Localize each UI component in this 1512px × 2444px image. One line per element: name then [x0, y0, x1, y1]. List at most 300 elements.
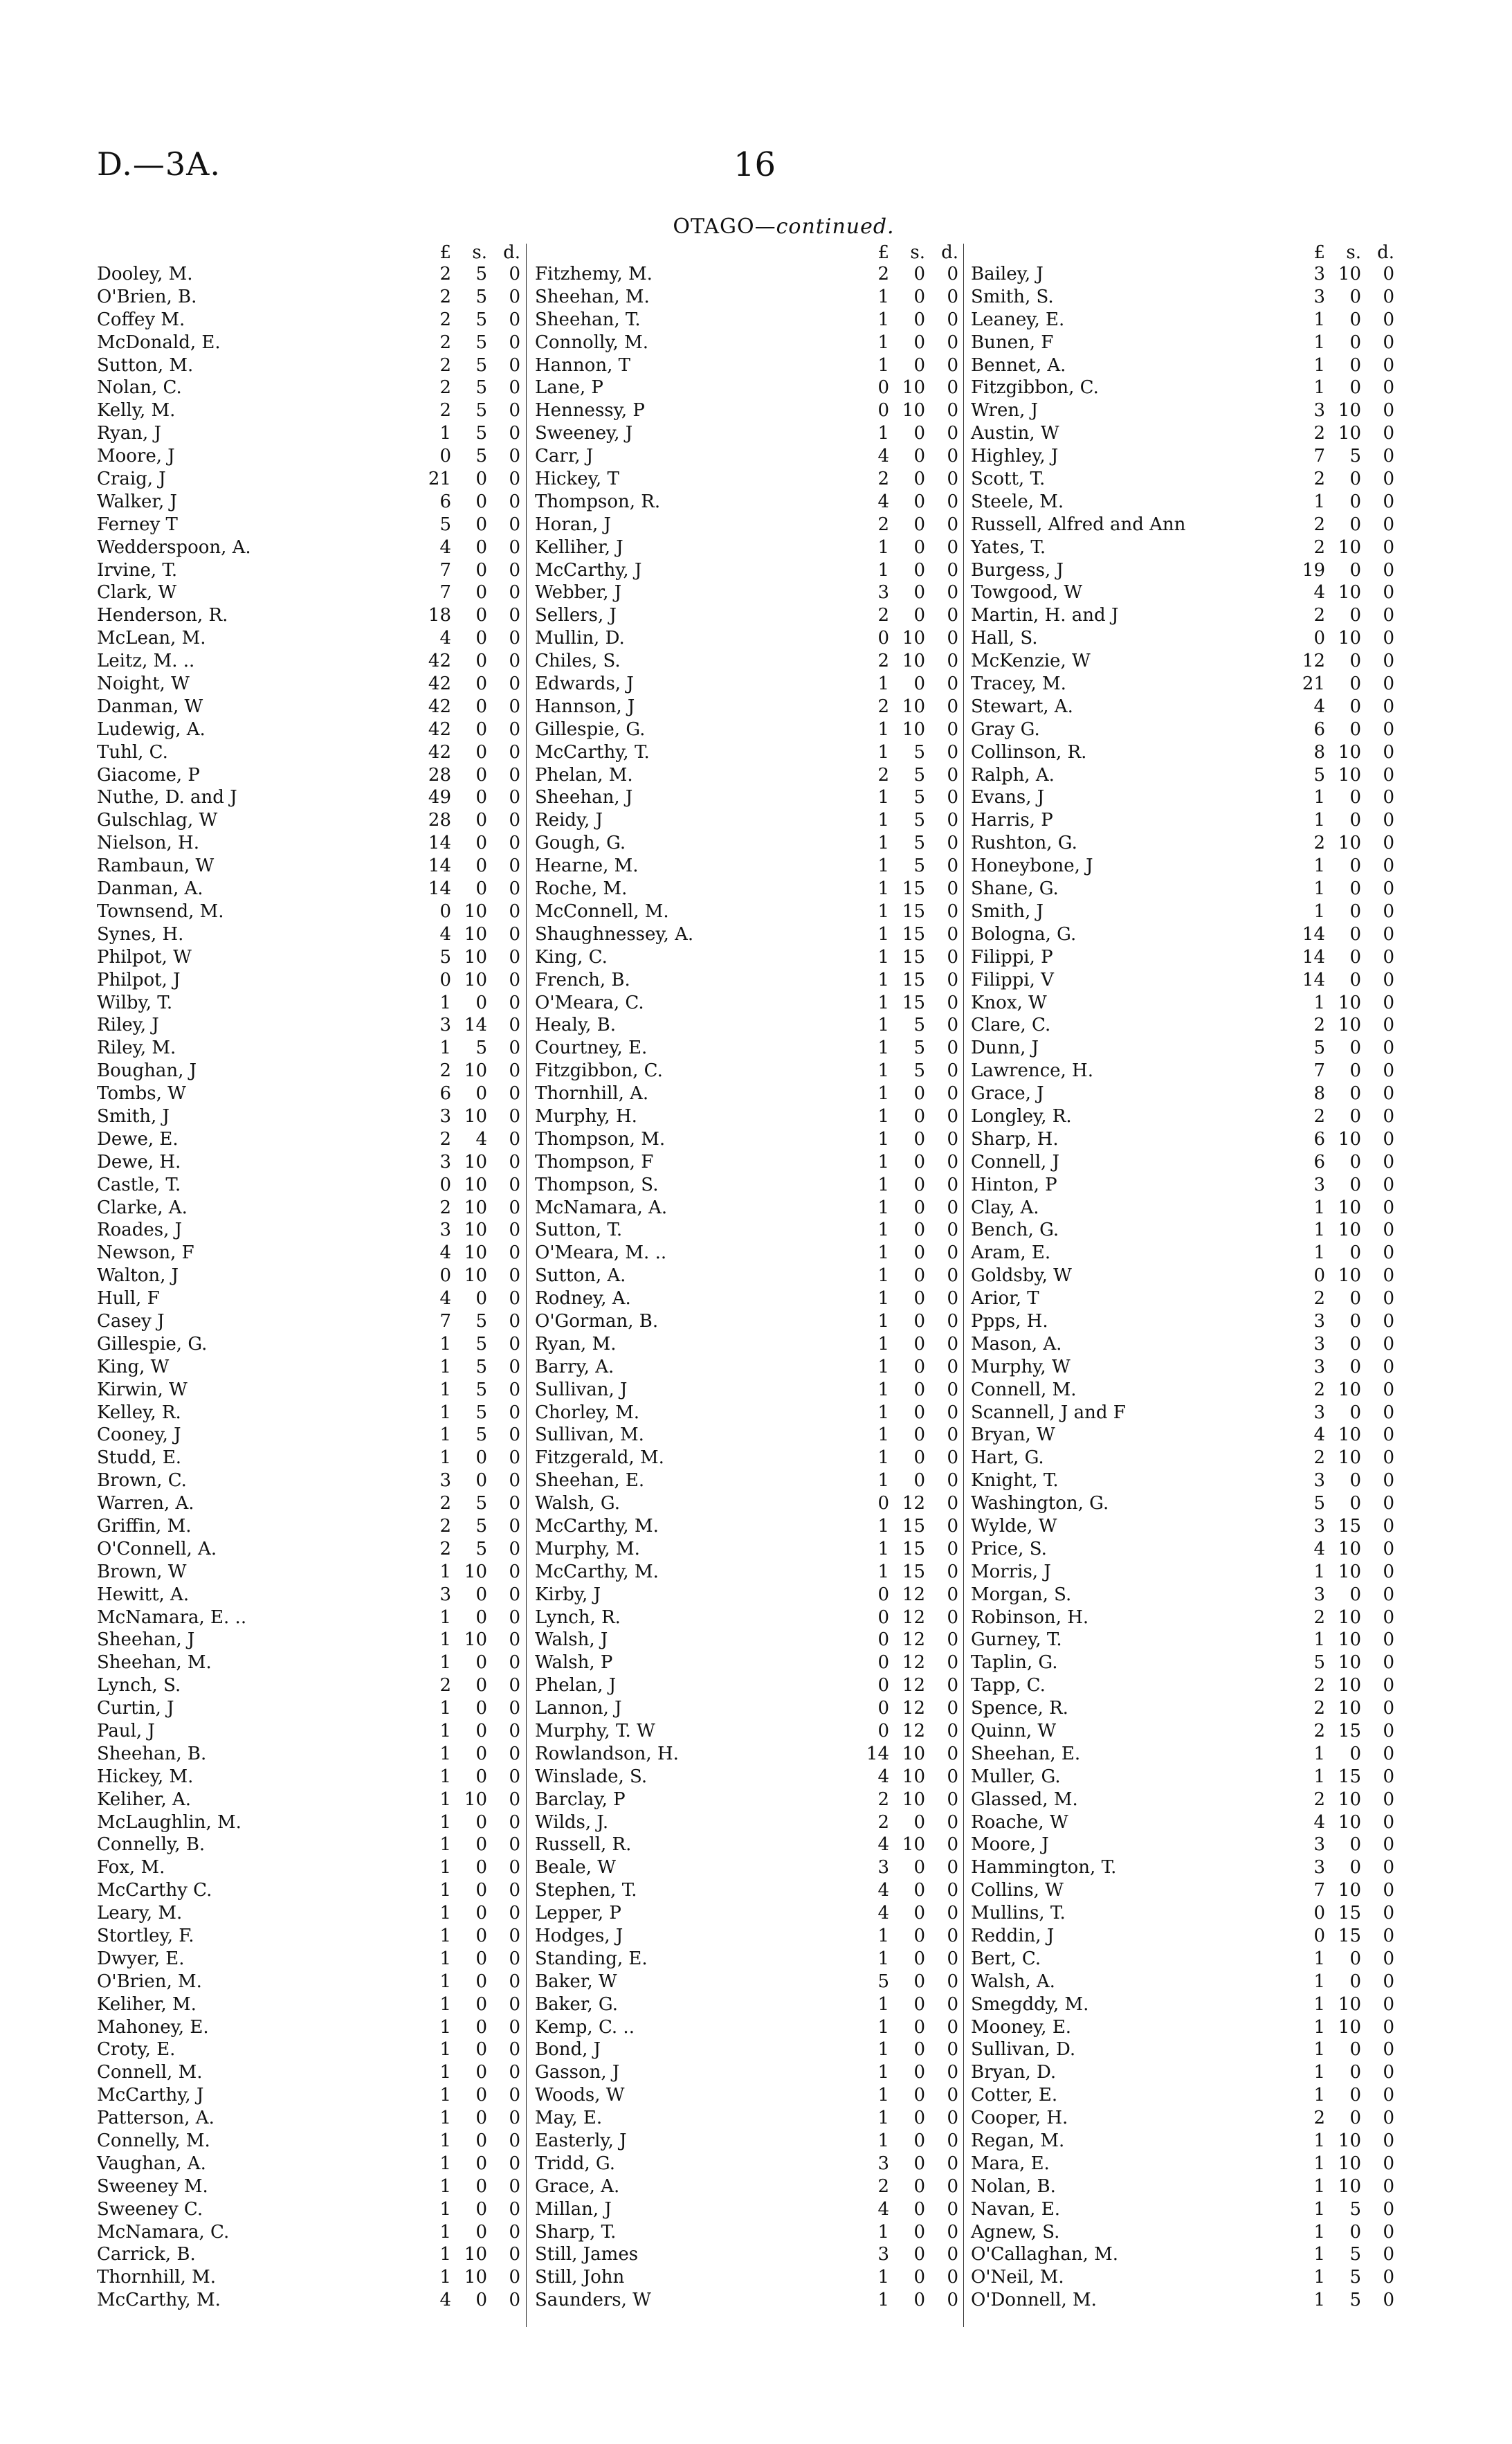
- pence-value: 0: [1383, 1766, 1394, 1787]
- pence-value: 0: [1383, 2244, 1394, 2265]
- pence-value: 0: [1383, 605, 1394, 626]
- list-item: [535, 1538, 964, 1561]
- subscriber-name: Harris, P: [971, 810, 1053, 831]
- subscriber-name: Yates, T.: [971, 536, 1046, 558]
- list-item: [535, 1743, 964, 1766]
- subscriber-name: Leitz, M. ..: [97, 651, 195, 672]
- list-item: [535, 1014, 964, 1037]
- pence-value: 0: [947, 1038, 958, 1059]
- list-item: [97, 992, 526, 1015]
- pence-value: 0: [947, 1447, 958, 1469]
- shillings-value: 5: [475, 1379, 487, 1400]
- subscriber-name: Still, James: [535, 2244, 639, 2265]
- pounds-value: 1: [877, 536, 889, 558]
- pounds-value: 1: [877, 1015, 889, 1036]
- subscriber-name: Murphy, M.: [535, 1538, 640, 1559]
- pounds-value: 2: [439, 1675, 451, 1696]
- subscriber-name: Grace, J: [971, 1083, 1044, 1105]
- list-item: [97, 1151, 526, 1174]
- pence-value: 0: [1383, 2267, 1394, 2288]
- subscriber-name: Russell, Alfred and Ann: [971, 514, 1186, 535]
- subscriber-name: Evans, J: [971, 787, 1045, 808]
- subscriber-name: Gasson, J: [535, 2062, 620, 2083]
- list-item: [971, 491, 1400, 514]
- subscriber-name: Taplin, G.: [971, 1652, 1058, 1674]
- pounds-value: 1: [439, 2198, 451, 2220]
- pence-value: 0: [1383, 1220, 1394, 1241]
- pounds-value: 3: [1313, 1857, 1325, 1879]
- pounds-value: 4: [1313, 696, 1325, 717]
- pounds-value: 1: [877, 1174, 889, 1195]
- subscriber-name: O'Connell, A.: [97, 1538, 217, 1559]
- list-item: [971, 1651, 1400, 1674]
- pence-value: 0: [1383, 1333, 1394, 1355]
- pounds-value: 2: [877, 605, 889, 626]
- list-item: [535, 1265, 964, 1287]
- pence-value: 0: [947, 696, 958, 717]
- shillings-value: 15: [902, 1515, 925, 1537]
- shillings-value: 5: [913, 856, 925, 877]
- list-item: [97, 1720, 526, 1743]
- subscriber-name: Cooper, H.: [971, 2108, 1068, 2129]
- pence-value: 0: [509, 1447, 520, 1469]
- list-item: [97, 514, 526, 536]
- pounds-value: 2: [1313, 1105, 1325, 1127]
- pounds-value: 4: [877, 1903, 889, 1924]
- pence-value: 0: [947, 1356, 958, 1377]
- pounds-value: 1: [439, 1993, 451, 2015]
- pounds-value: 1: [877, 2130, 889, 2152]
- pence-value: 0: [947, 1515, 958, 1537]
- list-item: [535, 1651, 964, 1674]
- subscriber-name: Rushton, G.: [971, 833, 1077, 854]
- pounds-value: 1: [439, 2267, 451, 2288]
- pence-value: 0: [947, 923, 958, 945]
- pounds-value: 0: [877, 1698, 889, 1719]
- shillings-value: 10: [902, 696, 925, 717]
- pence-value: 0: [947, 992, 958, 1013]
- shillings-value: 10: [1338, 2175, 1361, 2197]
- subscriber-name: Tracey, M.: [971, 673, 1066, 695]
- list-item: [535, 1993, 964, 2016]
- shillings-value: 0: [913, 2244, 925, 2265]
- subscriber-name: Fitzgibbon, C.: [535, 1060, 663, 1082]
- list-item: [97, 2221, 526, 2244]
- pence-value: 0: [1383, 628, 1394, 649]
- subscriber-name: Grace, A.: [535, 2175, 620, 2197]
- shillings-value: 0: [913, 605, 925, 626]
- list-item: [535, 1402, 964, 1424]
- list-item: [971, 2289, 1400, 2312]
- pounds-value: 1: [877, 1356, 889, 1377]
- list-item: [971, 1925, 1400, 1948]
- subscriber-name: Dewe, H.: [97, 1151, 181, 1173]
- pounds-value: 14: [866, 1743, 889, 1764]
- section-continued: continued.: [776, 215, 895, 239]
- subscriber-name: Kirwin, W: [97, 1379, 188, 1400]
- subscriber-name: Knight, T.: [971, 1470, 1059, 1492]
- subscriber-name: Kemp, C. ..: [535, 2016, 635, 2038]
- shillings-value: 0: [913, 1265, 925, 1287]
- shillings-value: 0: [913, 2130, 925, 2152]
- pounds-value: 2: [1313, 2108, 1325, 2129]
- subscriber-name: Bryan, W: [971, 1424, 1055, 1446]
- subscriber-name: Murphy, H.: [535, 1105, 637, 1127]
- pence-value: 0: [1383, 1857, 1394, 1879]
- shillings-value: 10: [1338, 2130, 1361, 2152]
- pounds-value: 3: [1313, 1834, 1325, 1856]
- subscriber-name: Keliher, A.: [97, 1789, 192, 1810]
- pence-value: 0: [509, 1993, 520, 2015]
- pounds-value: 1: [439, 1356, 451, 1377]
- pence-value: 0: [1383, 1903, 1394, 1924]
- pounds-value: 1: [1313, 2062, 1325, 2083]
- pounds-value: 1: [439, 1948, 451, 1969]
- list-item: [971, 332, 1400, 354]
- pence-value: 0: [1383, 286, 1394, 307]
- shillings-value: 0: [1349, 1356, 1361, 1377]
- subscriber-name: Walsh, A.: [971, 1971, 1055, 1992]
- pounds-value: 1: [877, 878, 889, 900]
- shillings-value: 0: [1349, 1470, 1361, 1492]
- pounds-value: 14: [428, 878, 451, 900]
- pounds-value: 1: [1313, 992, 1325, 1013]
- list-item: [535, 1879, 964, 1902]
- pence-value: 0: [947, 1242, 958, 1264]
- pounds-value: 1: [1313, 856, 1325, 877]
- shillings-value: 0: [475, 741, 487, 763]
- pence-value: 0: [947, 2290, 958, 2311]
- pounds-value: 2: [439, 1538, 451, 1559]
- shillings-value: 5: [475, 1356, 487, 1377]
- shillings-value: 12: [902, 1493, 925, 1514]
- pence-value: 0: [509, 1220, 520, 1241]
- subscriber-name: McCarthy, J: [535, 559, 642, 581]
- pounds-value: 14: [1302, 923, 1325, 945]
- subscriber-name: Highley, J: [971, 446, 1059, 467]
- shillings-value: 5: [475, 377, 487, 399]
- pence-value: 0: [509, 1151, 520, 1173]
- pence-value: 0: [947, 1470, 958, 1492]
- pounds-value: 1: [877, 1242, 889, 1264]
- subscriber-name: Muller, G.: [971, 1766, 1061, 1787]
- list-item: [97, 422, 526, 445]
- shillings-value: 5: [1349, 2267, 1361, 2288]
- pounds-value: 2: [439, 1197, 451, 1218]
- list-item: [535, 1834, 964, 1856]
- pence-value: 0: [509, 1789, 520, 1810]
- subscriber-name: McLaughlin, M.: [97, 1811, 242, 1833]
- pence-value: 0: [509, 1721, 520, 1741]
- list-item: [97, 1561, 526, 1584]
- subscriber-name: Fox, M.: [97, 1857, 165, 1879]
- list-item: [535, 1789, 964, 1811]
- shillings-value: 0: [475, 1584, 487, 1605]
- subscriber-name: Easterly, J: [535, 2130, 627, 2152]
- shillings-value: 0: [913, 1242, 925, 1264]
- shillings-value: 10: [1338, 1789, 1361, 1810]
- list-item: [97, 354, 526, 377]
- pence-value: 0: [1383, 1698, 1394, 1719]
- shillings-value: 0: [913, 1948, 925, 1969]
- pounds-value: 4: [439, 2290, 451, 2311]
- list-item: [535, 1948, 964, 1971]
- pounds-value: 4: [1313, 1424, 1325, 1446]
- pence-value: 0: [1383, 2221, 1394, 2243]
- pence-value: 0: [947, 946, 958, 968]
- shillings-value: 0: [1349, 856, 1361, 877]
- shillings-value: 0: [475, 2153, 487, 2174]
- column-header: [971, 242, 1400, 263]
- pounds-value: 1: [1313, 309, 1325, 330]
- shillings-value: 0: [1349, 2062, 1361, 2083]
- shillings-value: 0: [913, 1220, 925, 1241]
- pounds-value: 1: [1313, 2198, 1325, 2220]
- pence-value: 0: [947, 1743, 958, 1764]
- list-item: [971, 1993, 1400, 2016]
- pounds-value: 4: [877, 2198, 889, 2220]
- list-item: [97, 1811, 526, 1834]
- list-item: [97, 1310, 526, 1333]
- list-item: [971, 832, 1400, 855]
- pounds-value: 1: [877, 1470, 889, 1492]
- pence-value: 0: [1383, 718, 1394, 740]
- pounds-value: 1: [1313, 2016, 1325, 2038]
- subscriber-name: McDonald, E.: [97, 332, 221, 353]
- pounds-value: 1: [439, 1629, 451, 1651]
- list-item: [535, 1083, 964, 1105]
- pounds-value: 1: [877, 1128, 889, 1150]
- subscriber-name: Ralph, A.: [971, 764, 1055, 786]
- shillings-value: 0: [475, 582, 487, 604]
- pounds-value: 6: [439, 491, 451, 512]
- list-item: [971, 286, 1400, 309]
- pence-value: 0: [947, 878, 958, 900]
- pounds-value: 0: [1313, 628, 1325, 649]
- shillings-value: 10: [1338, 536, 1361, 558]
- shillings-value: 0: [475, 1926, 487, 1947]
- shillings-value: 10: [464, 1174, 487, 1195]
- list-item: [535, 1128, 964, 1151]
- list-item: [97, 741, 526, 764]
- shillings-value: 12: [902, 1721, 925, 1741]
- shillings-value: 0: [913, 309, 925, 330]
- list-item: [97, 491, 526, 514]
- pounds-value: 1: [439, 2085, 451, 2106]
- shillings-value: 0: [475, 605, 487, 626]
- pence-value: 0: [947, 718, 958, 740]
- pence-value: 0: [509, 1470, 520, 1492]
- subscriber-name: Edwards, J: [535, 673, 634, 695]
- pence-value: 0: [1383, 1652, 1394, 1674]
- pounds-value: 3: [439, 1105, 451, 1127]
- pence-value: 0: [1383, 1743, 1394, 1764]
- shillings-value: 10: [1338, 1265, 1361, 1287]
- pounds-value: 49: [428, 787, 451, 808]
- subscriber-name: Sheehan, M.: [97, 1652, 212, 1674]
- pence-value: 0: [1383, 2290, 1394, 2311]
- list-item: [535, 1174, 964, 1197]
- pounds-value: 1: [877, 1538, 889, 1559]
- pounds-value: 1: [1313, 2290, 1325, 2311]
- pence-value: 0: [947, 2085, 958, 2106]
- subscriber-name: Clarke, A.: [97, 1197, 188, 1218]
- pence-value: 0: [509, 2290, 520, 2311]
- pence-value: 0: [947, 787, 958, 808]
- subscriber-name: Wilds, J.: [535, 1811, 609, 1833]
- pounds-value: 0: [877, 1493, 889, 1514]
- shillings-value: 10: [1338, 764, 1361, 786]
- pence-value: 0: [509, 446, 520, 467]
- pence-value: 0: [1383, 1880, 1394, 1901]
- list-item: [971, 1469, 1400, 1492]
- pounds-value: 1: [1313, 1242, 1325, 1264]
- pence-value: 0: [509, 1105, 520, 1127]
- pounds-value: 3: [1313, 1470, 1325, 1492]
- list-item: [97, 696, 526, 718]
- shillings-value: 5: [913, 764, 925, 786]
- pounds-value: 1: [1313, 1993, 1325, 2015]
- pence-value: 0: [947, 1948, 958, 1969]
- pounds-value: 2: [1313, 1447, 1325, 1469]
- pounds-value: 7: [1313, 446, 1325, 467]
- pence-value: 0: [947, 1402, 958, 1423]
- pounds-value: 1: [877, 1379, 889, 1400]
- list-item: [535, 1902, 964, 1925]
- shillings-value: 0: [1349, 286, 1361, 307]
- subscriber-name: Giacome, P: [97, 764, 200, 786]
- pounds-value: 1: [1313, 1561, 1325, 1582]
- shillings-value: 10: [902, 1834, 925, 1856]
- pence-value: 0: [947, 2108, 958, 2129]
- list-item: [535, 2038, 964, 2061]
- list-item: [971, 1014, 1400, 1037]
- pence-value: 0: [947, 673, 958, 695]
- pence-value: 0: [947, 1903, 958, 1924]
- page-number: 16: [734, 145, 776, 184]
- shillings-value: 0: [475, 1834, 487, 1856]
- list-item: [971, 650, 1400, 673]
- pence-value: 0: [509, 1038, 520, 1059]
- list-item: [971, 809, 1400, 832]
- pence-value: 0: [947, 1424, 958, 1446]
- pence-value: 0: [509, 354, 520, 376]
- shillings-value: 5: [475, 1424, 487, 1446]
- pounds-header: £: [439, 242, 451, 263]
- pounds-value: 7: [439, 559, 451, 581]
- shillings-value: 15: [1338, 1515, 1361, 1537]
- list-item: [535, 399, 964, 422]
- subscriber-name: Scannell, J and F: [971, 1402, 1126, 1423]
- pounds-value: 4: [439, 1242, 451, 1264]
- shillings-value: 15: [1338, 1926, 1361, 1947]
- pounds-value: 1: [439, 2130, 451, 2152]
- list-item: [97, 1925, 526, 1948]
- list-item: [971, 1424, 1400, 1447]
- subscriber-name: McCarthy, M.: [97, 2290, 221, 2311]
- pounds-value: 1: [1313, 2221, 1325, 2243]
- pounds-value: 1: [439, 1447, 451, 1469]
- list-item: [971, 696, 1400, 718]
- shillings-value: 14: [464, 1015, 487, 1036]
- pounds-value: 2: [1313, 1379, 1325, 1400]
- pounds-value: 3: [439, 1015, 451, 1036]
- subscriber-name: Tombs, W: [97, 1083, 186, 1105]
- pounds-value: 1: [439, 1971, 451, 1992]
- shillings-value: 10: [1338, 1675, 1361, 1696]
- subscriber-name: Rodney, A.: [535, 1288, 631, 1310]
- pence-value: 0: [509, 2016, 520, 2038]
- pence-value: 0: [1383, 1356, 1394, 1377]
- pence-value: 0: [1383, 1515, 1394, 1537]
- pence-value: 0: [947, 491, 958, 512]
- pence-value: 0: [1383, 1015, 1394, 1036]
- pence-header: d.: [1377, 242, 1394, 263]
- list-item: [97, 377, 526, 399]
- list-item: [535, 1925, 964, 1948]
- shillings-value: 10: [464, 1060, 487, 1082]
- list-item: [535, 696, 964, 718]
- pence-value: 0: [947, 1083, 958, 1105]
- pence-value: 0: [509, 1265, 520, 1287]
- pence-value: 0: [509, 1811, 520, 1833]
- subscriber-name: Wilby, T.: [97, 992, 173, 1013]
- subscriber-name: Hall, S.: [971, 628, 1038, 649]
- pence-value: 0: [1383, 1629, 1394, 1651]
- pence-value: 0: [1383, 1675, 1394, 1696]
- subscriber-name: Wren, J: [971, 400, 1039, 422]
- pence-value: 0: [947, 2039, 958, 2061]
- subscriber-name: Filippi, P: [971, 946, 1053, 968]
- pounds-value: 1: [439, 1379, 451, 1400]
- subscriber-name: Tuhl, C.: [97, 741, 168, 763]
- pounds-value: 2: [1313, 514, 1325, 535]
- pounds-value: 1: [877, 923, 889, 945]
- list-item: [971, 1492, 1400, 1515]
- pounds-value: 1: [439, 1333, 451, 1355]
- pounds-value: 1: [877, 423, 889, 444]
- shillings-header: s.: [1346, 242, 1361, 263]
- pounds-value: 5: [439, 514, 451, 535]
- subscriber-name: Bench, G.: [971, 1220, 1059, 1241]
- pence-value: 0: [1383, 1242, 1394, 1264]
- pence-value: 0: [509, 946, 520, 968]
- list-item: [971, 1948, 1400, 1971]
- subscriber-name: Knox, W: [971, 992, 1047, 1013]
- pence-value: 0: [509, 2198, 520, 2220]
- list-item: [971, 1834, 1400, 1856]
- list-item: [97, 2061, 526, 2084]
- pence-value: 0: [509, 605, 520, 626]
- subscriber-name: Mahoney, E.: [97, 2016, 209, 2038]
- list-item: [971, 900, 1400, 923]
- subscriber-name: Tridd, G.: [535, 2153, 616, 2174]
- list-item: [971, 1128, 1400, 1151]
- shillings-value: 10: [1338, 1652, 1361, 1674]
- pence-value: 0: [1383, 673, 1394, 695]
- subscriber-name: Hewitt, A.: [97, 1584, 190, 1605]
- list-item: [971, 2016, 1400, 2039]
- pence-value: 0: [947, 2244, 958, 2265]
- shillings-value: 0: [475, 1675, 487, 1696]
- pence-value: 0: [509, 878, 520, 900]
- pence-value: 0: [1383, 309, 1394, 330]
- pence-value: 0: [1383, 878, 1394, 900]
- list-item: [971, 764, 1400, 787]
- pounds-value: 1: [439, 1743, 451, 1764]
- shillings-value: 12: [902, 1629, 925, 1651]
- list-item: [971, 2084, 1400, 2107]
